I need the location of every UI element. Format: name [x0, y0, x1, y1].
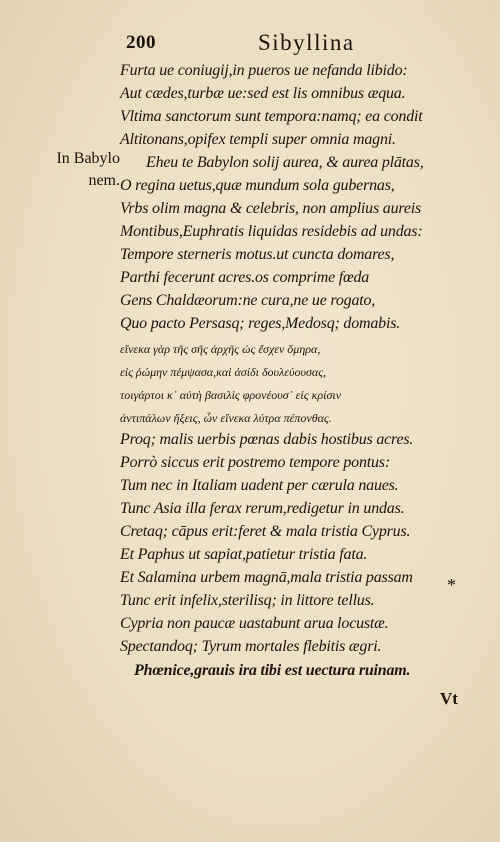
verse-line-3: Vltima sanctorum sunt tempora:namq; ea condit: [120, 108, 423, 125]
page-header: [126, 30, 476, 60]
verse-line-10: Parthi fecerunt acres.os comprime fœda: [120, 269, 370, 286]
greek-line-3: τοιγάρτοι κ᾽ αὐτὴ βασιλὶς φρονέουσ᾽ εἰς κρίσιν: [120, 388, 342, 402]
verse-line-24: Tunc erit infelix,sterilisq; in littore tellus.: [120, 592, 375, 609]
verse-line-17: Proq; malis uerbis pœnas dabis hostibus acres.: [120, 431, 414, 448]
verse-line-12: Quo pacto Persasq; reges,Medosq; domabis.: [120, 315, 401, 332]
verse-line-6: O regina uetus,quæ mundum sola gubernas,: [120, 177, 395, 194]
margin-note-line-1: In Babylo: [56, 150, 120, 167]
margin-note-line-2: nem.: [88, 172, 120, 189]
verse-line-20: Tunc Asia illa ferax rerum,redigetur in undas.: [120, 500, 405, 517]
verse-line-8: Montibus,Euphratis liquidas residebis ad undas:: [120, 223, 423, 240]
verse-line-18: Porrò siccus erit postremo tempore pontus:: [120, 454, 390, 471]
verse-line-26: Spectandoq; Tyrum mortales flebitis ægri.: [120, 638, 382, 655]
catchword: Vt: [440, 689, 458, 708]
verse-line-25: Cypria non paucæ uastabunt arua locustæ.: [120, 615, 389, 632]
verse-line-21: Cretaq; cāpus erit:feret & mala tristia Cyprus.: [120, 523, 411, 540]
margin-note: [40, 148, 120, 192]
margin-asterisk: *: [447, 575, 456, 595]
verse-line-9: Tempore sterneris motus.ut cuncta domares,: [120, 246, 395, 263]
running-title: Sibyllina: [258, 30, 355, 55]
verse-line-1: Furta ue coniugij,in pueros ue nefanda libido:: [120, 62, 408, 79]
verse-line-7: Vrbs olim magna & celebris, non amplius aureis: [120, 200, 422, 217]
verse-line-11: Gens Chaldæorum:ne cura,ne ue rogato,: [120, 292, 376, 309]
greek-line-4: ἀντιπάλων ἥξεις, ὧν εἵνεκα λύτρα πέπονθας.: [120, 411, 332, 425]
verse-line-19: Tum nec in Italiam uadent per cærula naues.: [120, 477, 399, 494]
verse-line-23: Et Salamina urbem magnā,mala tristia passam: [120, 569, 413, 586]
verse-line-5: Eheu te Babylon solij aurea, & aurea plātas,: [146, 154, 424, 171]
verse-line-4: Altitonans,opifex templi super omnia magni.: [120, 131, 396, 148]
verse-line-27: Phœnice,grauis ira tibi est uectura ruinam.: [134, 662, 411, 679]
page-number: 200: [126, 32, 156, 53]
verse-line-22: Et Paphus ut sapiat,patietur tristia fata.: [120, 546, 368, 563]
greek-line-2: εἰς ῥώμην πέμψασα,καὶ ἀσίδι δουλεύουσας,: [120, 365, 327, 379]
verse-line-2: Aut cædes,turbæ ue:sed est lis omnibus æqua.: [120, 85, 406, 102]
greek-line-1: εἵνεκα γὰρ τῆς σῆς ἀρχῆς ὡς ἔσχεν ὅμηρα,: [120, 342, 321, 356]
